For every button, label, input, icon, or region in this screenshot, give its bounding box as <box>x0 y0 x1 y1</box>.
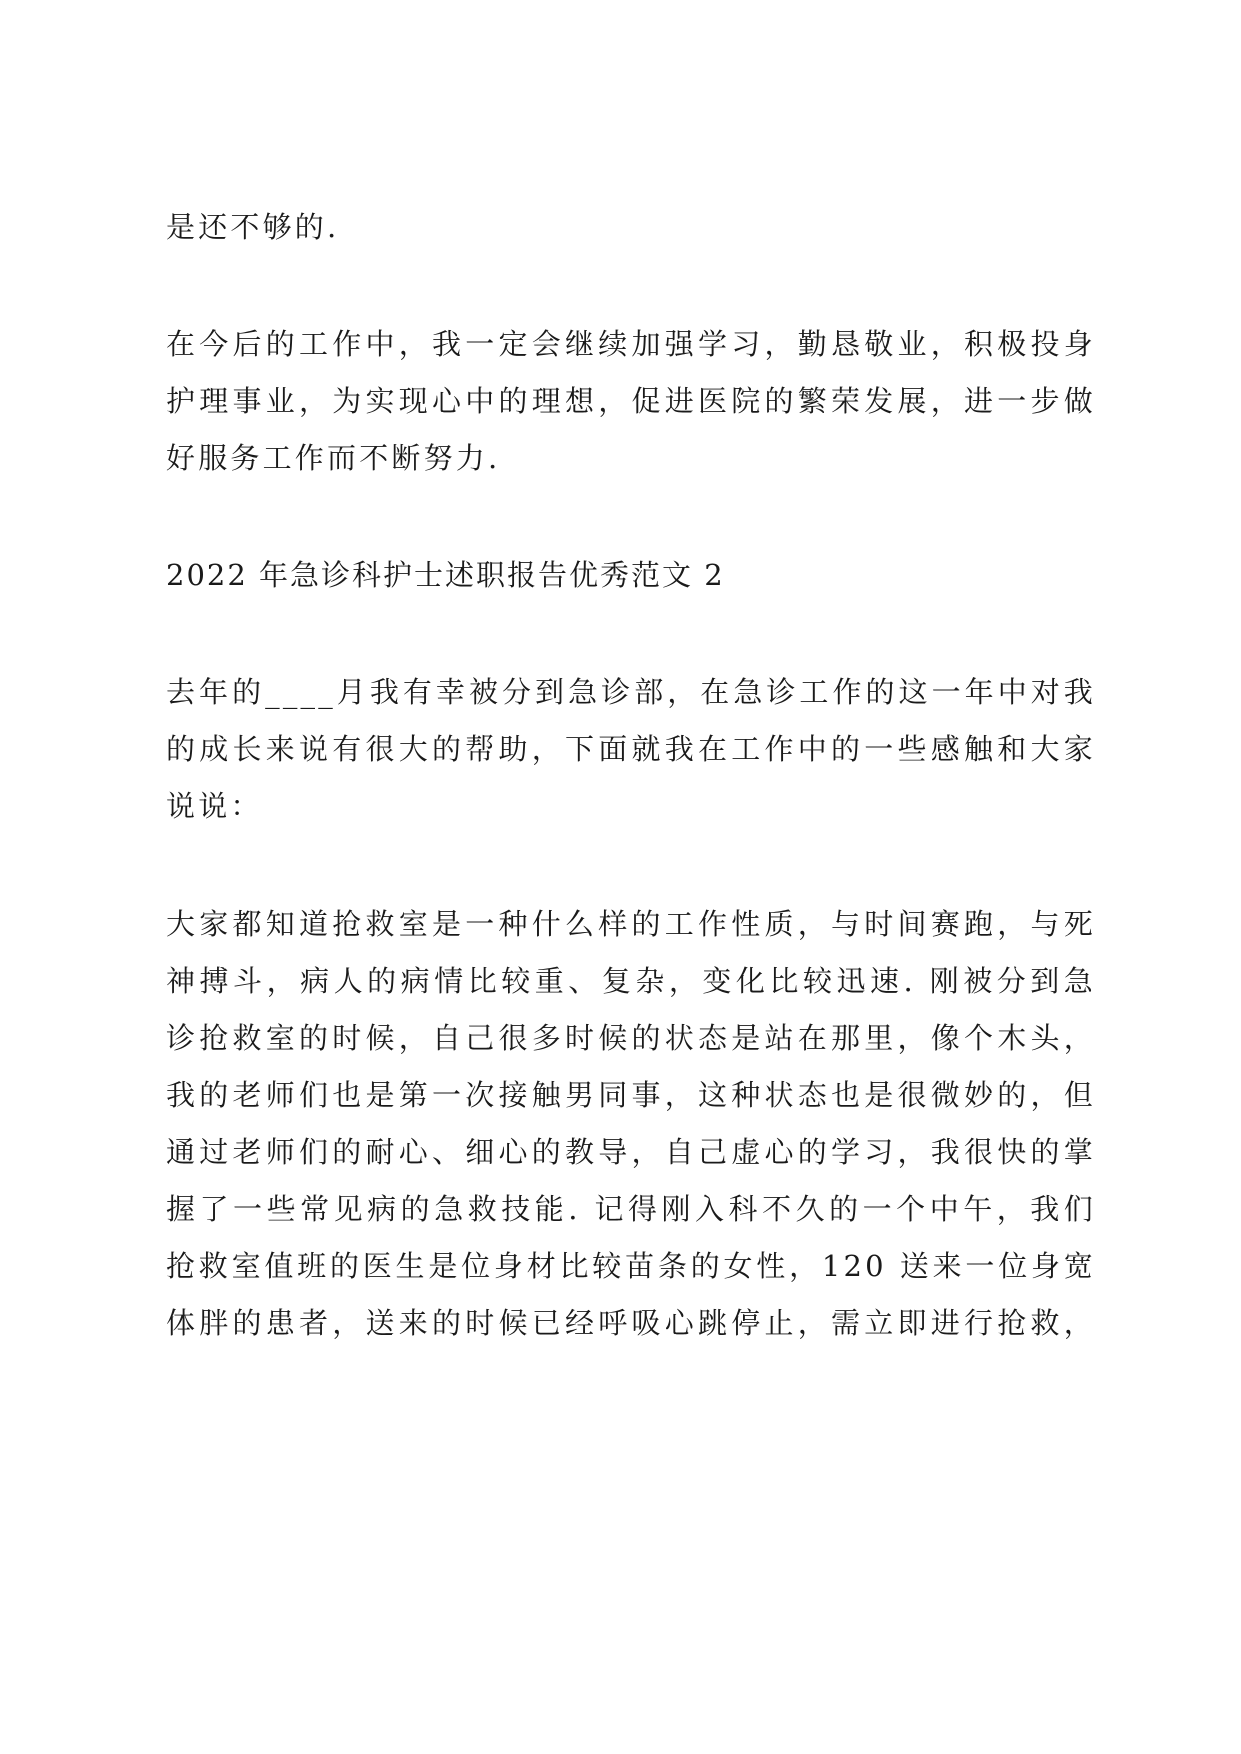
paragraph-4-line-1: 大家都知道抢救室是一种什么样的工作性质，与时间赛跑，与死 <box>166 907 1096 941</box>
paragraph-4-line-8: 体胖的患者，送来的时候已经呼吸心跳停止，需立即进行抢救， <box>166 1306 1096 1340</box>
paragraph-1-line-1: 是还不够的. <box>166 210 340 244</box>
paragraph-3-line-2: 的成长来说有很大的帮助，下面就我在工作中的一些感触和大家 <box>166 732 1096 766</box>
paragraph-4-line-5: 通过老师们的耐心、细心的教导，自己虚心的学习，我很快的掌 <box>166 1135 1096 1169</box>
paragraph-3-line-3: 说说： <box>166 789 263 823</box>
paragraph-4-line-6: 握了一些常见病的急救技能. 记得刚入科不久的一个中午，我们 <box>166 1192 1096 1226</box>
paragraph-4-line-2: 神搏斗，病人的病情比较重、复杂，变化比较迅速. 刚被分到急 <box>166 964 1096 998</box>
paragraph-4-line-4: 我的老师们也是第一次接触男同事，这种状态也是很微妙的，但 <box>166 1078 1096 1112</box>
paragraph-4-line-7: 抢救室值班的医生是位身材比较苗条的女性，120 送来一位身宽 <box>166 1249 1096 1283</box>
section-heading: 2022 年急诊科护士述职报告优秀范文 2 <box>166 558 725 592</box>
paragraph-2-line-2: 护理事业，为实现心中的理想，促进医院的繁荣发展，进一步做 <box>166 384 1096 418</box>
paragraph-2-line-3: 好服务工作而不断努力. <box>166 441 501 475</box>
paragraph-4-line-3: 诊抢救室的时候，自己很多时候的状态是站在那里，像个木头， <box>166 1021 1096 1055</box>
paragraph-3-line-1: 去年的____月我有幸被分到急诊部，在急诊工作的这一年中对我 <box>166 675 1096 709</box>
paragraph-2-line-1: 在今后的工作中，我一定会继续加强学习，勤恳敬业，积极投身 <box>166 327 1096 361</box>
